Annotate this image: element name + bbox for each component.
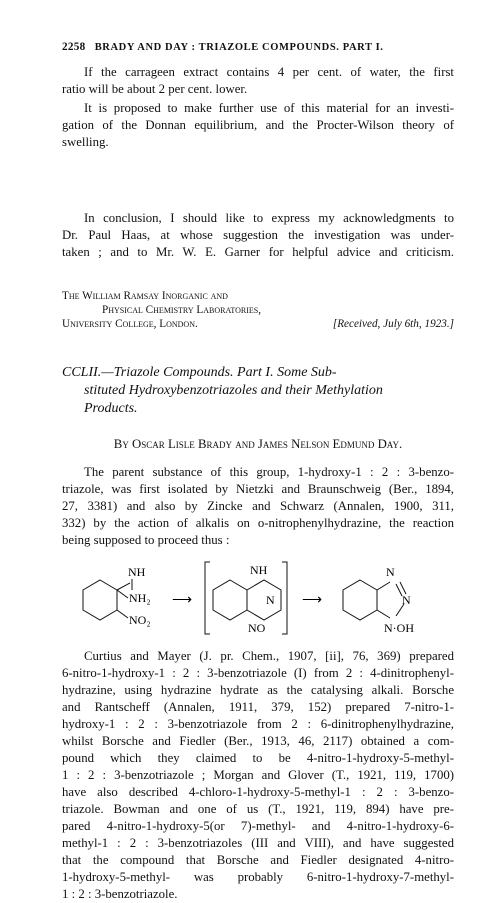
text-line: whilst Borsche and Fiedler (Ber., 1913, 46, 2117) obtained a com- (62, 734, 454, 748)
address-line: The William Ramsay Inorganic and (62, 290, 228, 302)
text-line: triazole. Bowman and one of us (T., 1921, 119, 894) have pre- (62, 802, 454, 816)
title-line: CCLII.—Triazole Compounds. Part I. Some Sub- (62, 365, 337, 380)
no2-label: NO₂ (129, 613, 151, 627)
reaction-arrow: ⟶ (172, 593, 193, 608)
paragraph-parent-substance (62, 464, 454, 549)
text-line: methyl-1 : 2 : 3-benzotriazoles (III and VIII), and have suggested (62, 836, 454, 850)
paragraph-acknowledgments (62, 210, 454, 261)
n-label: N (386, 565, 395, 579)
article-authors: By Oscar Lisle Brady and James Nelson Edmund Day. (113, 437, 403, 451)
text-line: being supposed to proceed thus : (62, 533, 230, 547)
text-line: Dr. Paul Haas, at whose suggestion the investigation was under- (62, 228, 454, 242)
nh-label: NH (250, 563, 268, 577)
paragraph-water-note (62, 64, 454, 98)
address-line: Physical Chemistry Laboratories, (102, 304, 261, 316)
title-line: Products. (84, 401, 138, 416)
text-line: If the carrageen extract contains 4 per cent. of water, the first (84, 65, 454, 79)
text-line: that the compound that Borsche and Fiedler designated 4-nitro- (62, 853, 454, 867)
running-title: BRADY AND DAY : TRIAZOLE COMPOUNDS. PART I. (94, 42, 384, 53)
text-line: 27, 3381) and also by Zincke and Schwarz (Annalen, 1900, 311, (62, 499, 454, 513)
n-label: N (266, 593, 275, 607)
text-line: 6-nitro-1-hydroxy-1 : 2 : 3-benzotriazole (I) from 2 : 4-dinitrophenyl- (62, 666, 454, 680)
structure-hydroxybenzotriazole (343, 580, 406, 620)
text-line: and Rantscheff (Annalen, 1911, 379, 152) prepared 7-nitro-1- (62, 700, 454, 714)
text-line: pound which they claimed to be 4-nitro-1-hydroxy-5-methyl- (62, 751, 454, 765)
text-line: hydrazine, using hydrazine hydrate as the catalysing alkali. Borsche (62, 683, 454, 697)
structure-nitrophenylhydrazine (83, 580, 130, 620)
page-number: 2258 (62, 41, 86, 53)
text-line: In conclusion, I should like to express my acknowledgments to (84, 211, 454, 225)
text-line: 1-hydroxy-5-methyl- was probably 6-nitro-1-hydroxy-7-methyl- (62, 870, 454, 884)
text-line: gation of the Donnan equilibrium, and the Procter-Wilson theory of (62, 118, 454, 132)
text-line: 1 : 2 : 3-benzotriazole. (62, 887, 178, 901)
n-label: N (402, 593, 411, 607)
text-line: triazole, was first isolated by Nietzki and Braunschweig (Ber., 1894, (62, 482, 454, 496)
text-line: Curtius and Mayer (J. pr. Chem., 1907, [ii], 76, 369) prepared (84, 649, 454, 663)
text-line: pared 4-nitro-1-hydroxy-5(or 7)-methyl- and 4-nitro-1-hydroxy-6- (62, 819, 454, 833)
no-label: NO (248, 621, 266, 635)
laboratory-address (62, 289, 454, 331)
text-line: It is proposed to make further use of this material for an investi- (84, 101, 454, 115)
received-date: [Received, July 6th, 1923.] (332, 318, 454, 330)
title-line: stituted Hydroxybenzotriazoles and their Methylation (84, 383, 383, 398)
text-line: 332) by the action of alkalis on o-nitrophenylhydrazine, the reaction (62, 516, 454, 530)
article-title (62, 364, 454, 418)
reaction-scheme (70, 560, 460, 640)
reaction-arrow: ⟶ (302, 593, 323, 608)
noh-label: N·OH (384, 621, 414, 635)
running-header (62, 41, 454, 53)
nh2-label: NH₂ (129, 591, 151, 605)
text-line: taken ; and to Mr. W. E. Garner for helpful advice and criticism. (62, 245, 454, 259)
text-line: have also described 4-chloro-1-hydroxy-5-methyl-1 : 2 : 3-benzo- (62, 785, 454, 799)
paragraph-curtius-mayer (62, 648, 454, 903)
nh-label: NH (128, 565, 146, 579)
paragraph-further-use (62, 100, 454, 151)
text-line: swelling. (62, 135, 109, 149)
text-line: The parent substance of this group, 1-hydroxy-1 : 2 : 3-benzo- (84, 465, 454, 479)
intermediate-bracket (205, 562, 287, 634)
text-line: hydroxy-1 : 2 : 3-benzotriazole from 2 : 6-dinitrophenylhydrazine, (62, 717, 454, 731)
text-line: ratio will be about 2 per cent. lower. (62, 82, 248, 96)
text-line: 1 : 2 : 3-benzotriazole ; Morgan and Glover (T., 1921, 119, 1700) (62, 768, 454, 782)
address-line: University College, London. (62, 318, 198, 330)
